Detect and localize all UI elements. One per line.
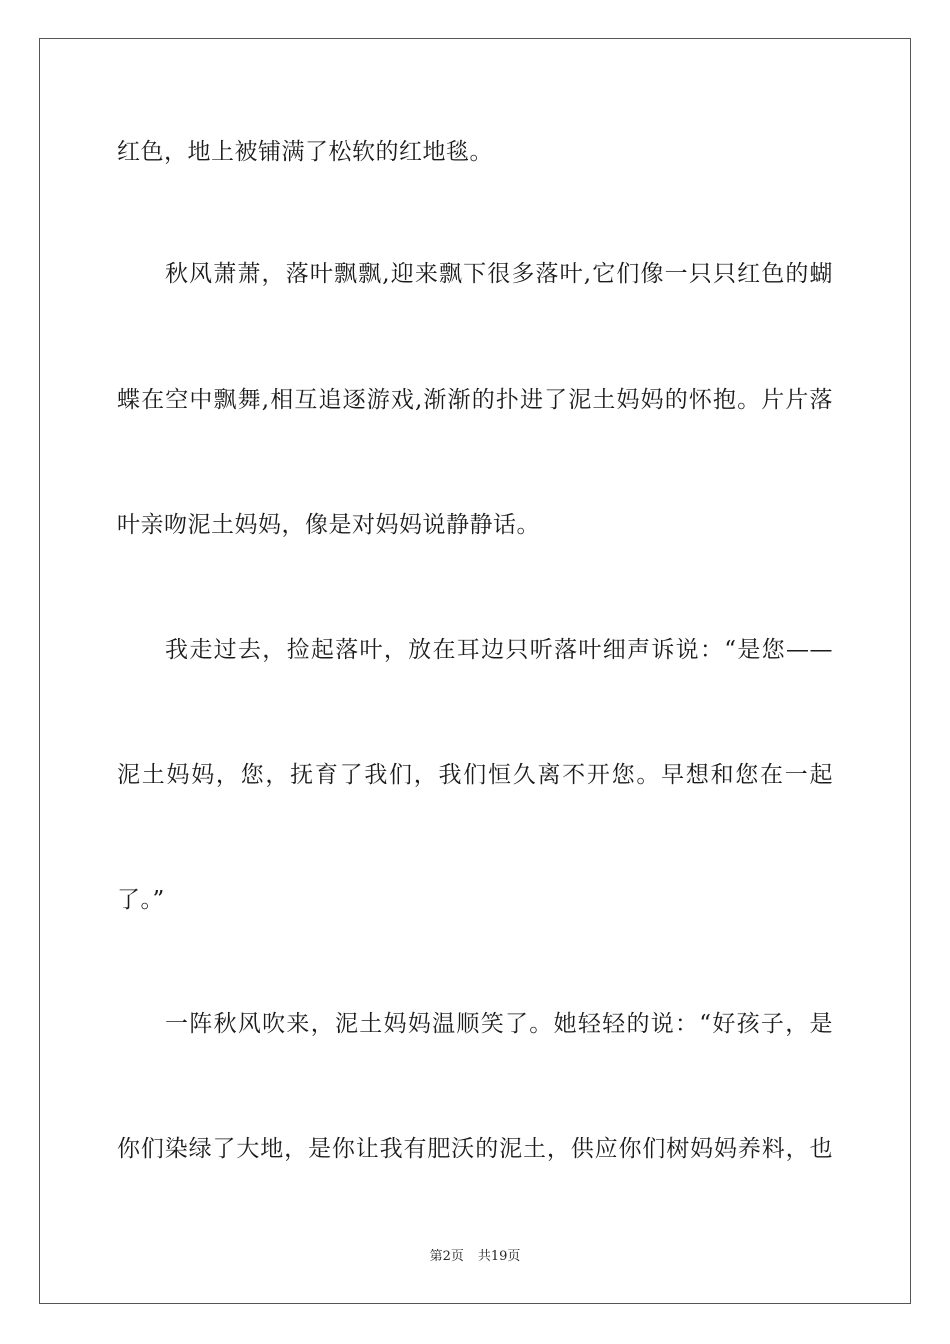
page-footer (0, 1248, 950, 1266)
page-frame (39, 38, 911, 1304)
text-line-1: 红色，地上被铺满了松软的红地毯。 (117, 139, 493, 165)
text-line-2: 秋风萧萧，落叶飘飘,迎来飘下很多落叶,它们像一只只红色的蝴 (165, 261, 833, 287)
text-line-7: 了。” (117, 887, 165, 913)
text-line-9: 你们染绿了大地，是你让我有肥沃的泥土，供应你们树妈妈养料，也 (117, 1136, 833, 1162)
text-line-4: 叶亲吻泥土妈妈，像是对妈妈说静静话。 (117, 512, 540, 538)
page-number: 第2页 (429, 1249, 464, 1264)
text-line-8: 一阵秋风吹来，泥土妈妈温顺笑了。她轻轻的说：“好孩子，是 (165, 1011, 833, 1037)
text-line-3: 蝶在空中飘舞,相互追逐游戏,渐渐的扑进了泥土妈妈的怀抱。片片落 (117, 387, 833, 413)
text-line-6: 泥土妈妈，您，抚育了我们，我们恒久离不开您。早想和您在一起 (117, 762, 833, 788)
page-total: 共19页 (477, 1249, 521, 1264)
text-line-5: 我走过去，捡起落叶，放在耳边只听落叶细声诉说：“是您—— (165, 637, 833, 663)
